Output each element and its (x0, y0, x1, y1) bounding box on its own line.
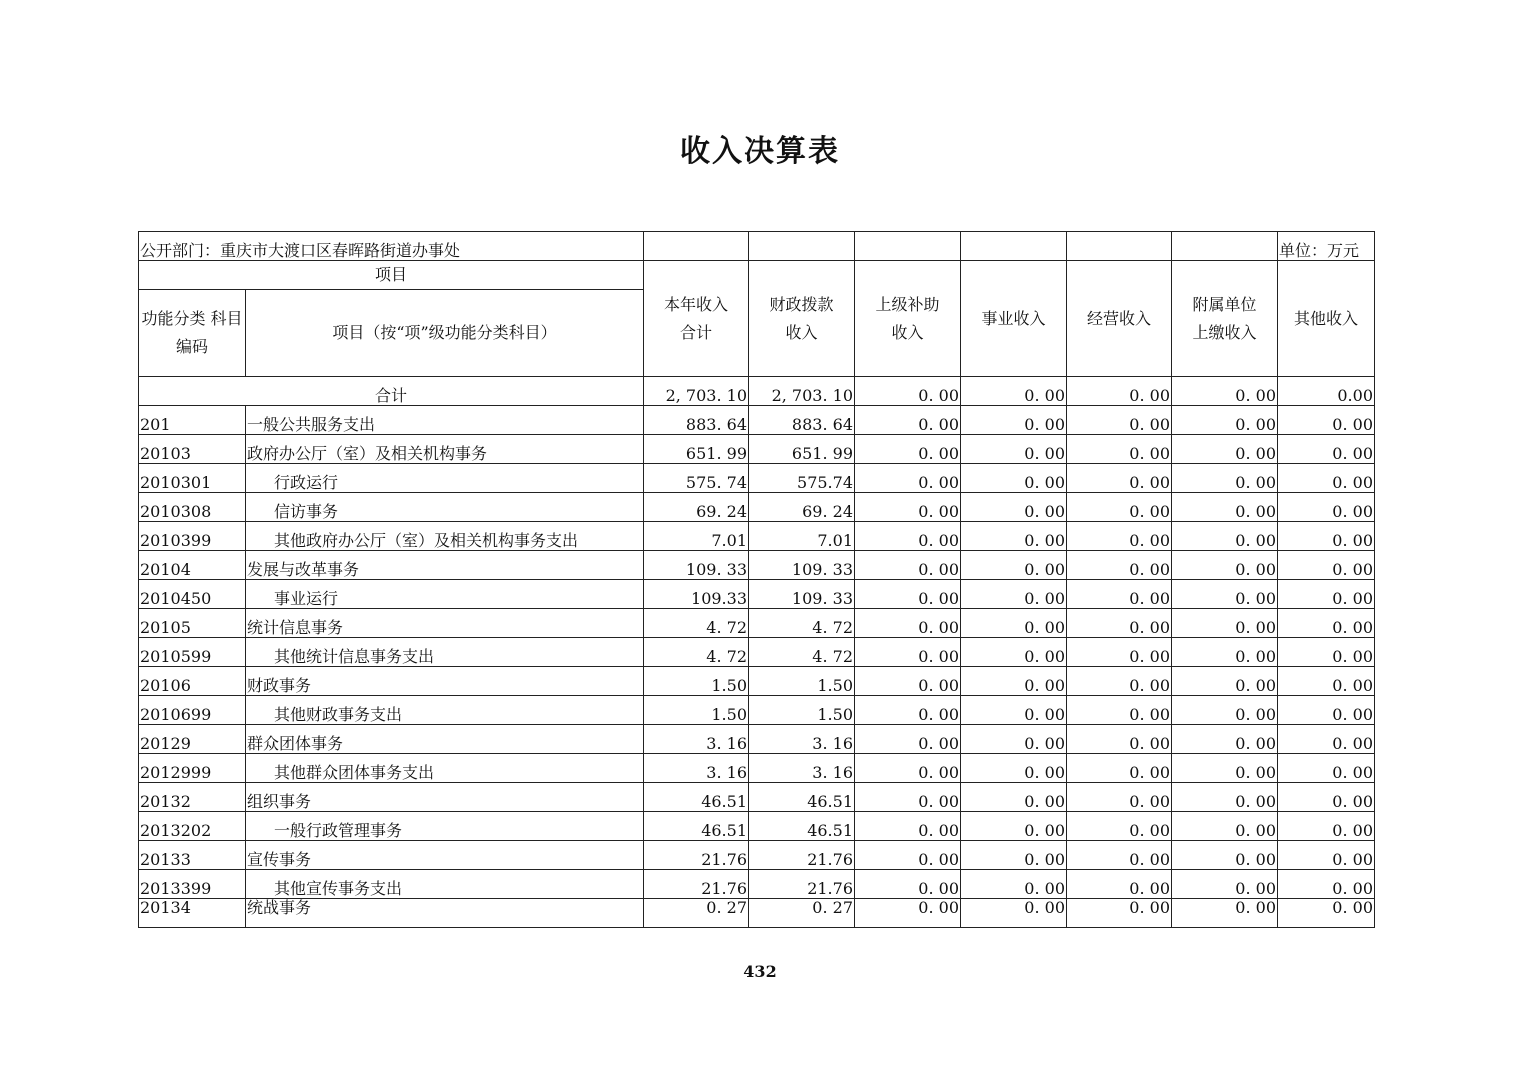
row-business: 0. 00 (961, 609, 1067, 638)
row-superior: 0. 00 (855, 870, 961, 899)
meta-empty-cell (855, 232, 961, 261)
table-row (139, 725, 1375, 754)
fiscal-allocation-header: 财政拨款收入 (749, 261, 855, 377)
row-other: 0. 00 (1278, 522, 1375, 551)
total-row-affiliated: 0. 00 (1172, 377, 1278, 406)
row-other: 0. 00 (1278, 870, 1375, 899)
table-row (139, 667, 1375, 696)
project-name-header: 项目（按“项”级功能分类科目） (246, 290, 644, 377)
row-business: 0. 00 (961, 435, 1067, 464)
row-other: 0. 00 (1278, 638, 1375, 667)
row-fiscal: 883. 64 (749, 406, 855, 435)
row-business: 0. 00 (961, 783, 1067, 812)
row-total: 0. 27 (644, 899, 749, 928)
row-code: 2013399 (139, 870, 246, 899)
row-affiliated: 0. 00 (1172, 754, 1278, 783)
row-total: 109. 33 (644, 551, 749, 580)
row-affiliated: 0. 00 (1172, 522, 1278, 551)
row-fiscal: 109. 33 (749, 580, 855, 609)
function-code-header: 功能分类 科目编码 (139, 290, 246, 377)
table-row (139, 754, 1375, 783)
row-name: 事业运行 (246, 580, 644, 609)
row-business: 0. 00 (961, 841, 1067, 870)
row-fiscal: 1.50 (749, 696, 855, 725)
row-operating: 0. 00 (1067, 841, 1172, 870)
row-name: 一般公共服务支出 (246, 406, 644, 435)
row-code: 2010308 (139, 493, 246, 522)
table-row (139, 609, 1375, 638)
row-code: 20134 (139, 899, 246, 928)
meta-row (139, 232, 1375, 261)
row-affiliated: 0. 00 (1172, 899, 1278, 928)
row-code: 20129 (139, 725, 246, 754)
row-fiscal: 7.01 (749, 522, 855, 551)
total-income-header: 本年收入合计 (644, 261, 749, 377)
row-affiliated: 0. 00 (1172, 696, 1278, 725)
row-name: 其他财政事务支出 (246, 696, 644, 725)
row-superior: 0. 00 (855, 638, 961, 667)
row-operating: 0. 00 (1067, 609, 1172, 638)
row-operating: 0. 00 (1067, 435, 1172, 464)
row-code: 2010599 (139, 638, 246, 667)
row-other: 0. 00 (1278, 812, 1375, 841)
row-total: 1.50 (644, 667, 749, 696)
total-row-other: 0.00 (1278, 377, 1375, 406)
row-name: 群众团体事务 (246, 725, 644, 754)
project-group-header: 项目 (139, 261, 644, 290)
table-row (139, 435, 1375, 464)
row-total: 1.50 (644, 696, 749, 725)
row-business: 0. 00 (961, 725, 1067, 754)
row-operating: 0. 00 (1067, 870, 1172, 899)
row-superior: 0. 00 (855, 580, 961, 609)
row-code: 20133 (139, 841, 246, 870)
row-name: 宣传事务 (246, 841, 644, 870)
row-business: 0. 00 (961, 464, 1067, 493)
row-total: 4. 72 (644, 609, 749, 638)
row-affiliated: 0. 00 (1172, 783, 1278, 812)
row-business: 0. 00 (961, 812, 1067, 841)
row-name: 统战事务 (246, 899, 644, 928)
row-total: 883. 64 (644, 406, 749, 435)
table-row (139, 783, 1375, 812)
table-row (139, 580, 1375, 609)
row-business: 0. 00 (961, 696, 1067, 725)
row-fiscal: 575.74 (749, 464, 855, 493)
row-business: 0. 00 (961, 754, 1067, 783)
row-name: 财政事务 (246, 667, 644, 696)
meta-empty-cell (644, 232, 749, 261)
row-superior: 0. 00 (855, 696, 961, 725)
row-business: 0. 00 (961, 638, 1067, 667)
row-name: 发展与改革事务 (246, 551, 644, 580)
row-affiliated: 0. 00 (1172, 812, 1278, 841)
row-affiliated: 0. 00 (1172, 580, 1278, 609)
row-other: 0. 00 (1278, 725, 1375, 754)
row-operating: 0. 00 (1067, 638, 1172, 667)
other-income-header: 其他收入 (1278, 261, 1375, 377)
row-affiliated: 0. 00 (1172, 725, 1278, 754)
row-fiscal: 21.76 (749, 841, 855, 870)
row-name: 行政运行 (246, 464, 644, 493)
row-business: 0. 00 (961, 899, 1067, 928)
total-row-superior: 0. 00 (855, 377, 961, 406)
total-row-business: 0. 00 (961, 377, 1067, 406)
row-other: 0. 00 (1278, 435, 1375, 464)
row-business: 0. 00 (961, 667, 1067, 696)
row-code: 2013202 (139, 812, 246, 841)
row-code: 20103 (139, 435, 246, 464)
meta-empty-cell (1172, 232, 1278, 261)
row-name: 组织事务 (246, 783, 644, 812)
row-fiscal: 46.51 (749, 783, 855, 812)
row-other: 0. 00 (1278, 754, 1375, 783)
table-row (139, 406, 1375, 435)
income-table (138, 231, 1375, 928)
row-fiscal: 3. 16 (749, 725, 855, 754)
affiliated-unit-header: 附属单位上缴收入 (1172, 261, 1278, 377)
row-fiscal: 46.51 (749, 812, 855, 841)
row-code: 20106 (139, 667, 246, 696)
row-other: 0. 00 (1278, 667, 1375, 696)
header-row-1 (139, 261, 1375, 290)
row-name: 信访事务 (246, 493, 644, 522)
table-row (139, 551, 1375, 580)
row-superior: 0. 00 (855, 493, 961, 522)
row-affiliated: 0. 00 (1172, 638, 1278, 667)
row-other: 0. 00 (1278, 696, 1375, 725)
meta-empty-cell (961, 232, 1067, 261)
row-fiscal: 69. 24 (749, 493, 855, 522)
row-name: 统计信息事务 (246, 609, 644, 638)
row-superior: 0. 00 (855, 551, 961, 580)
row-affiliated: 0. 00 (1172, 406, 1278, 435)
row-name: 政府办公厅（室）及相关机构事务 (246, 435, 644, 464)
row-business: 0. 00 (961, 493, 1067, 522)
row-other: 0. 00 (1278, 406, 1375, 435)
table-row (139, 696, 1375, 725)
row-affiliated: 0. 00 (1172, 841, 1278, 870)
operating-income-header: 经营收入 (1067, 261, 1172, 377)
row-superior: 0. 00 (855, 464, 961, 493)
row-superior: 0. 00 (855, 899, 961, 928)
row-other: 0. 00 (1278, 783, 1375, 812)
row-other: 0. 00 (1278, 464, 1375, 493)
row-operating: 0. 00 (1067, 667, 1172, 696)
row-total: 651. 99 (644, 435, 749, 464)
row-fiscal: 651. 99 (749, 435, 855, 464)
row-total: 46.51 (644, 812, 749, 841)
table-row (139, 812, 1375, 841)
unit-label: 单位：万元 (1278, 232, 1375, 261)
row-total: 109.33 (644, 580, 749, 609)
row-superior: 0. 00 (855, 812, 961, 841)
row-fiscal: 3. 16 (749, 754, 855, 783)
row-business: 0. 00 (961, 551, 1067, 580)
row-total: 21.76 (644, 870, 749, 899)
page-number: 432 (743, 962, 777, 981)
row-operating: 0. 00 (1067, 783, 1172, 812)
row-fiscal: 0. 27 (749, 899, 855, 928)
table-row (139, 841, 1375, 870)
row-total: 4. 72 (644, 638, 749, 667)
row-affiliated: 0. 00 (1172, 870, 1278, 899)
row-affiliated: 0. 00 (1172, 435, 1278, 464)
table-row (139, 464, 1375, 493)
row-superior: 0. 00 (855, 667, 961, 696)
row-business: 0. 00 (961, 522, 1067, 551)
row-superior: 0. 00 (855, 783, 961, 812)
meta-empty-cell (1067, 232, 1172, 261)
row-total: 46.51 (644, 783, 749, 812)
row-operating: 0. 00 (1067, 725, 1172, 754)
row-superior: 0. 00 (855, 522, 961, 551)
total-row-label: 合计 (139, 377, 644, 406)
row-fiscal: 109. 33 (749, 551, 855, 580)
table-row (139, 522, 1375, 551)
row-superior: 0. 00 (855, 725, 961, 754)
row-total: 3. 16 (644, 754, 749, 783)
row-name: 其他政府办公厅（室）及相关机构事务支出 (246, 522, 644, 551)
row-other: 0. 00 (1278, 493, 1375, 522)
row-operating: 0. 00 (1067, 522, 1172, 551)
row-fiscal: 21.76 (749, 870, 855, 899)
total-row-total: 2, 703. 10 (644, 377, 749, 406)
row-business: 0. 00 (961, 870, 1067, 899)
row-code: 20104 (139, 551, 246, 580)
table-row (139, 493, 1375, 522)
row-other: 0. 00 (1278, 551, 1375, 580)
department-label: 公开部门：重庆市大渡口区春晖路街道办事处 (139, 232, 644, 261)
total-row-fiscal: 2, 703. 10 (749, 377, 855, 406)
row-code: 2010399 (139, 522, 246, 551)
row-other: 0. 00 (1278, 841, 1375, 870)
row-name: 其他统计信息事务支出 (246, 638, 644, 667)
row-operating: 0. 00 (1067, 493, 1172, 522)
page-title: 收入决算表 (680, 134, 840, 169)
row-name: 其他宣传事务支出 (246, 870, 644, 899)
row-affiliated: 0. 00 (1172, 464, 1278, 493)
row-operating: 0. 00 (1067, 406, 1172, 435)
row-code: 2010450 (139, 580, 246, 609)
row-total: 21.76 (644, 841, 749, 870)
row-other: 0. 00 (1278, 580, 1375, 609)
row-operating: 0. 00 (1067, 812, 1172, 841)
row-superior: 0. 00 (855, 841, 961, 870)
row-code: 2010301 (139, 464, 246, 493)
row-superior: 0. 00 (855, 609, 961, 638)
row-code: 20105 (139, 609, 246, 638)
row-affiliated: 0. 00 (1172, 609, 1278, 638)
meta-empty-cell (749, 232, 855, 261)
row-affiliated: 0. 00 (1172, 493, 1278, 522)
row-total: 69. 24 (644, 493, 749, 522)
row-other: 0. 00 (1278, 899, 1375, 928)
row-business: 0. 00 (961, 406, 1067, 435)
row-operating: 0. 00 (1067, 464, 1172, 493)
row-superior: 0. 00 (855, 406, 961, 435)
row-affiliated: 0. 00 (1172, 667, 1278, 696)
table-row (139, 870, 1375, 899)
row-superior: 0. 00 (855, 754, 961, 783)
table-row (139, 899, 1375, 928)
row-code: 2012999 (139, 754, 246, 783)
row-fiscal: 4. 72 (749, 638, 855, 667)
row-name: 一般行政管理事务 (246, 812, 644, 841)
row-other: 0. 00 (1278, 609, 1375, 638)
row-affiliated: 0. 00 (1172, 551, 1278, 580)
row-code: 201 (139, 406, 246, 435)
row-operating: 0. 00 (1067, 899, 1172, 928)
row-fiscal: 4. 72 (749, 609, 855, 638)
row-code: 2010699 (139, 696, 246, 725)
row-total: 575. 74 (644, 464, 749, 493)
superior-subsidy-header: 上级补助收入 (855, 261, 961, 377)
row-superior: 0. 00 (855, 435, 961, 464)
row-operating: 0. 00 (1067, 551, 1172, 580)
table-row (139, 638, 1375, 667)
total-row-operating: 0. 00 (1067, 377, 1172, 406)
row-operating: 0. 00 (1067, 696, 1172, 725)
business-income-header: 事业收入 (961, 261, 1067, 377)
row-fiscal: 1.50 (749, 667, 855, 696)
row-business: 0. 00 (961, 580, 1067, 609)
row-operating: 0. 00 (1067, 754, 1172, 783)
row-total: 7.01 (644, 522, 749, 551)
row-operating: 0. 00 (1067, 580, 1172, 609)
row-code: 20132 (139, 783, 246, 812)
row-name: 其他群众团体事务支出 (246, 754, 644, 783)
row-total: 3. 16 (644, 725, 749, 754)
total-row (139, 377, 1375, 406)
